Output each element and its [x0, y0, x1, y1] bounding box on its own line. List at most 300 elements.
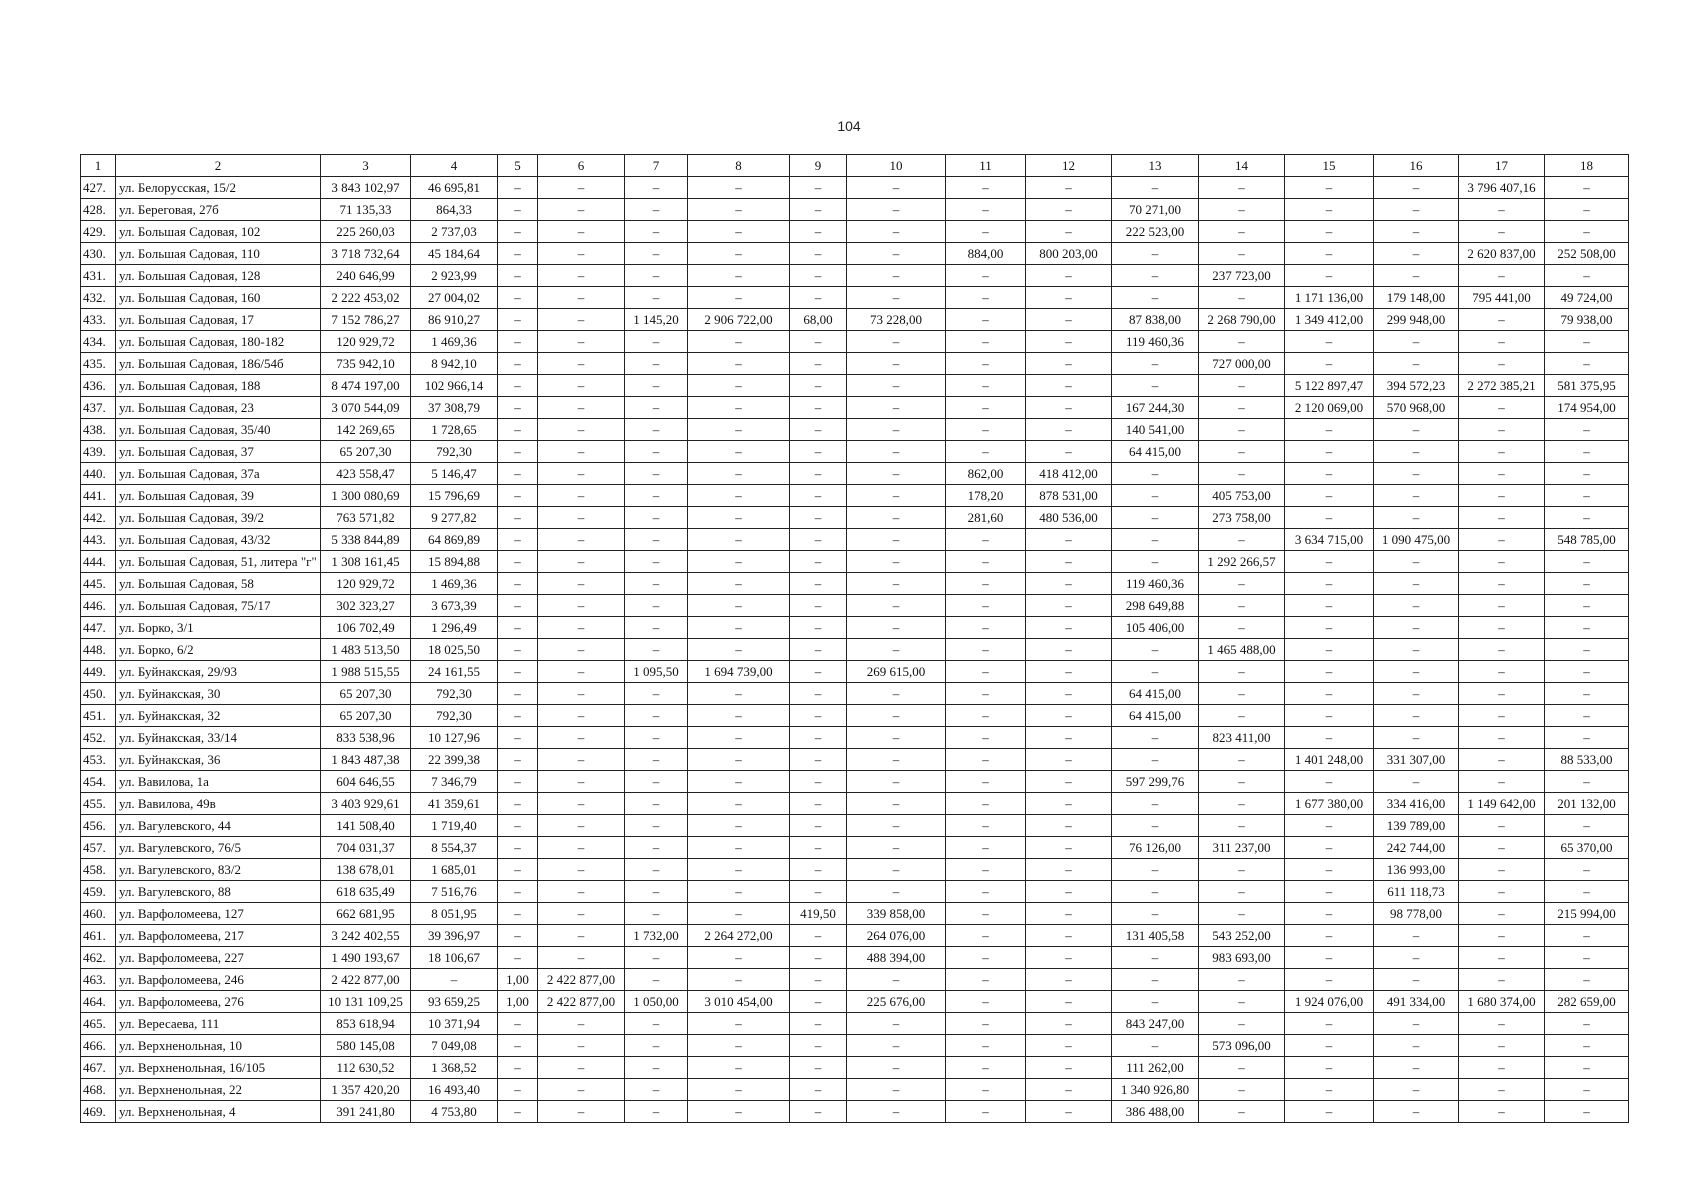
value-cell: – — [1199, 617, 1285, 639]
value-cell: 7 516,76 — [411, 881, 498, 903]
value-cell: – — [1459, 815, 1545, 837]
value-cell: – — [688, 1079, 790, 1101]
table-row — [81, 309, 1629, 331]
value-cell: 136 993,00 — [1374, 859, 1459, 881]
value-cell: – — [498, 1101, 538, 1123]
value-cell: 140 541,00 — [1112, 419, 1199, 441]
value-cell: – — [625, 1013, 688, 1035]
address-cell: ул. Большая Садовая, 75/17 — [116, 595, 321, 617]
value-cell: 3 010 454,00 — [688, 991, 790, 1013]
value-cell: – — [498, 243, 538, 265]
value-cell: 299 948,00 — [1374, 309, 1459, 331]
value-cell: – — [498, 595, 538, 617]
value-cell: – — [538, 793, 625, 815]
value-cell: 1 843 487,38 — [321, 749, 411, 771]
value-cell: – — [1545, 265, 1629, 287]
row-number-cell: 427. — [81, 177, 116, 199]
value-cell: – — [625, 727, 688, 749]
value-cell: – — [498, 551, 538, 573]
value-cell: – — [1545, 661, 1629, 683]
value-cell: – — [946, 331, 1026, 353]
address-cell: ул. Борко, 3/1 — [116, 617, 321, 639]
value-cell: – — [538, 397, 625, 419]
page-number: 104 — [837, 118, 861, 134]
value-cell: – — [625, 287, 688, 309]
value-cell: – — [1199, 1079, 1285, 1101]
value-cell: – — [1374, 441, 1459, 463]
address-cell: ул. Буйнакская, 36 — [116, 749, 321, 771]
value-cell: – — [1374, 639, 1459, 661]
address-cell: ул. Верхненольная, 22 — [116, 1079, 321, 1101]
column-header: 3 — [321, 155, 411, 177]
value-cell: 611 118,73 — [1374, 881, 1459, 903]
value-cell: – — [847, 1057, 946, 1079]
value-cell: – — [847, 1013, 946, 1035]
value-cell: – — [946, 309, 1026, 331]
value-cell: – — [847, 881, 946, 903]
address-cell: ул. Вагулевского, 88 — [116, 881, 321, 903]
table-row — [81, 771, 1629, 793]
table-row — [81, 331, 1629, 353]
table-row — [81, 1013, 1629, 1035]
value-cell: 119 460,36 — [1112, 331, 1199, 353]
value-cell: – — [1459, 749, 1545, 771]
value-cell: – — [1199, 705, 1285, 727]
value-cell: – — [1285, 177, 1374, 199]
value-cell: – — [946, 683, 1026, 705]
value-cell: – — [538, 771, 625, 793]
row-number-cell: 442. — [81, 507, 116, 529]
value-cell: – — [1459, 1035, 1545, 1057]
address-cell: ул. Большая Садовая, 160 — [116, 287, 321, 309]
value-cell: – — [538, 353, 625, 375]
value-cell: 68,00 — [790, 309, 847, 331]
value-cell: 102 966,14 — [411, 375, 498, 397]
value-cell: 2 422 877,00 — [538, 969, 625, 991]
value-cell: – — [688, 617, 790, 639]
value-cell: – — [1199, 397, 1285, 419]
value-cell: 119 460,36 — [1112, 573, 1199, 595]
value-cell: 8 051,95 — [411, 903, 498, 925]
row-number-cell: 459. — [81, 881, 116, 903]
value-cell: – — [1285, 221, 1374, 243]
value-cell: – — [790, 837, 847, 859]
value-cell: – — [946, 551, 1026, 573]
value-cell: – — [1459, 485, 1545, 507]
value-cell: 141 508,40 — [321, 815, 411, 837]
value-cell: – — [498, 309, 538, 331]
value-cell: 570 968,00 — [1374, 397, 1459, 419]
table-row — [81, 705, 1629, 727]
table-row — [81, 1057, 1629, 1079]
value-cell: 120 929,72 — [321, 331, 411, 353]
value-cell: – — [847, 969, 946, 991]
value-cell: – — [1199, 243, 1285, 265]
value-cell: – — [498, 331, 538, 353]
value-cell: – — [1199, 749, 1285, 771]
value-cell: – — [1199, 573, 1285, 595]
value-cell: – — [498, 639, 538, 661]
value-cell: 1 732,00 — [625, 925, 688, 947]
value-cell: 1 300 080,69 — [321, 485, 411, 507]
value-cell: – — [1199, 441, 1285, 463]
value-cell: – — [498, 815, 538, 837]
value-cell: – — [1374, 243, 1459, 265]
value-cell: – — [790, 793, 847, 815]
value-cell: – — [946, 573, 1026, 595]
value-cell: 264 076,00 — [847, 925, 946, 947]
address-cell: ул. Большая Садовая, 51, литера "г" — [116, 551, 321, 573]
value-cell: – — [1026, 397, 1112, 419]
value-cell: – — [946, 1101, 1026, 1123]
table-row — [81, 991, 1629, 1013]
value-cell: – — [1545, 463, 1629, 485]
value-cell: – — [688, 727, 790, 749]
value-cell: – — [688, 221, 790, 243]
value-cell: – — [1026, 969, 1112, 991]
value-cell: – — [1199, 771, 1285, 793]
value-cell: – — [1545, 727, 1629, 749]
value-cell: – — [625, 1079, 688, 1101]
value-cell: 8 474 197,00 — [321, 375, 411, 397]
value-cell: – — [1112, 639, 1199, 661]
value-cell: 87 838,00 — [1112, 309, 1199, 331]
value-cell: – — [1545, 947, 1629, 969]
value-cell: – — [538, 859, 625, 881]
value-cell: – — [688, 265, 790, 287]
value-cell: – — [538, 1057, 625, 1079]
value-cell: – — [538, 947, 625, 969]
row-number-cell: 434. — [81, 331, 116, 353]
row-number-cell: 448. — [81, 639, 116, 661]
value-cell: 597 299,76 — [1112, 771, 1199, 793]
value-cell: – — [1285, 463, 1374, 485]
value-cell: – — [946, 1057, 1026, 1079]
value-cell: – — [1026, 287, 1112, 309]
value-cell: – — [498, 1079, 538, 1101]
value-cell: – — [498, 397, 538, 419]
value-cell: – — [790, 243, 847, 265]
value-cell: – — [1026, 1013, 1112, 1035]
value-cell: – — [1459, 309, 1545, 331]
value-cell: – — [1112, 947, 1199, 969]
value-cell: 64 415,00 — [1112, 683, 1199, 705]
value-cell: – — [1285, 683, 1374, 705]
value-cell: 581 375,95 — [1545, 375, 1629, 397]
value-cell: – — [790, 639, 847, 661]
value-cell: 2 737,03 — [411, 221, 498, 243]
value-cell: 2 120 069,00 — [1285, 397, 1374, 419]
value-cell: – — [538, 705, 625, 727]
value-cell: – — [847, 507, 946, 529]
value-cell: – — [1199, 991, 1285, 1013]
value-cell: 16 493,40 — [411, 1079, 498, 1101]
value-cell: 1 924 076,00 — [1285, 991, 1374, 1013]
value-cell: – — [1026, 881, 1112, 903]
value-cell: – — [498, 419, 538, 441]
value-cell: 792,30 — [411, 441, 498, 463]
value-cell: 3 718 732,64 — [321, 243, 411, 265]
value-cell: 273 758,00 — [1199, 507, 1285, 529]
value-cell: – — [847, 1101, 946, 1123]
row-number-cell: 438. — [81, 419, 116, 441]
value-cell: – — [847, 441, 946, 463]
value-cell: 3 242 402,55 — [321, 925, 411, 947]
value-cell: – — [688, 353, 790, 375]
value-cell: – — [847, 793, 946, 815]
value-cell: 93 659,25 — [411, 991, 498, 1013]
value-cell: 2 906 722,00 — [688, 309, 790, 331]
value-cell: 71 135,33 — [321, 199, 411, 221]
row-number-cell: 462. — [81, 947, 116, 969]
value-cell: – — [1285, 1101, 1374, 1123]
value-cell: 1 296,49 — [411, 617, 498, 639]
row-number-cell: 452. — [81, 727, 116, 749]
value-cell: – — [847, 397, 946, 419]
value-cell: 1 095,50 — [625, 661, 688, 683]
value-cell: 1 483 513,50 — [321, 639, 411, 661]
value-cell: – — [625, 1101, 688, 1123]
value-cell: – — [847, 243, 946, 265]
value-cell: – — [498, 925, 538, 947]
value-cell: – — [625, 331, 688, 353]
value-cell: – — [625, 683, 688, 705]
value-cell: – — [1285, 925, 1374, 947]
value-cell: – — [625, 265, 688, 287]
address-cell: ул. Буйнакская, 33/14 — [116, 727, 321, 749]
value-cell: 242 744,00 — [1374, 837, 1459, 859]
value-cell: – — [946, 991, 1026, 1013]
value-cell: 18 106,67 — [411, 947, 498, 969]
value-cell: – — [625, 243, 688, 265]
value-cell: – — [625, 815, 688, 837]
value-cell: – — [946, 771, 1026, 793]
value-cell: 548 785,00 — [1545, 529, 1629, 551]
value-cell: – — [1545, 1057, 1629, 1079]
value-cell: – — [688, 793, 790, 815]
value-cell: 46 695,81 — [411, 177, 498, 199]
value-cell: – — [498, 485, 538, 507]
value-cell: – — [625, 969, 688, 991]
value-cell: – — [1374, 925, 1459, 947]
value-cell: 3 796 407,16 — [1459, 177, 1545, 199]
value-cell: – — [1285, 331, 1374, 353]
value-cell: 3 403 929,61 — [321, 793, 411, 815]
value-cell: – — [946, 441, 1026, 463]
address-cell: ул. Вавилова, 49в — [116, 793, 321, 815]
row-number-cell: 449. — [81, 661, 116, 683]
row-number-cell: 436. — [81, 375, 116, 397]
value-cell: – — [1026, 551, 1112, 573]
value-cell: – — [1026, 903, 1112, 925]
value-cell: – — [1199, 815, 1285, 837]
value-cell: – — [1374, 573, 1459, 595]
value-cell: – — [688, 595, 790, 617]
value-cell: – — [498, 859, 538, 881]
value-cell: – — [1112, 463, 1199, 485]
value-cell: – — [1459, 727, 1545, 749]
value-cell: – — [1545, 969, 1629, 991]
value-cell: 79 938,00 — [1545, 309, 1629, 331]
value-cell: – — [1459, 1079, 1545, 1101]
value-cell: – — [847, 463, 946, 485]
value-cell: – — [1112, 353, 1199, 375]
value-cell: – — [946, 419, 1026, 441]
table-row — [81, 947, 1629, 969]
value-cell: – — [1112, 551, 1199, 573]
data-table — [80, 154, 1629, 1123]
value-cell: 491 334,00 — [1374, 991, 1459, 1013]
value-cell: – — [1026, 1101, 1112, 1123]
value-cell: 65 207,30 — [321, 441, 411, 463]
value-cell: 7 346,79 — [411, 771, 498, 793]
value-cell: – — [1026, 1035, 1112, 1057]
value-cell: – — [625, 507, 688, 529]
value-cell: – — [790, 1057, 847, 1079]
table-row — [81, 221, 1629, 243]
value-cell: – — [1545, 705, 1629, 727]
value-cell: – — [946, 837, 1026, 859]
table-row — [81, 1101, 1629, 1123]
value-cell: – — [1026, 353, 1112, 375]
value-cell: – — [847, 815, 946, 837]
row-number-cell: 456. — [81, 815, 116, 837]
value-cell: 792,30 — [411, 705, 498, 727]
value-cell: – — [1545, 353, 1629, 375]
address-cell: ул. Верхненольная, 10 — [116, 1035, 321, 1057]
row-number-cell: 429. — [81, 221, 116, 243]
value-cell: 1 988 515,55 — [321, 661, 411, 683]
value-cell: 423 558,47 — [321, 463, 411, 485]
value-cell: – — [1459, 859, 1545, 881]
value-cell: – — [1285, 881, 1374, 903]
value-cell: 18 025,50 — [411, 639, 498, 661]
value-cell: – — [1374, 485, 1459, 507]
value-cell: – — [1199, 221, 1285, 243]
value-cell: – — [946, 617, 1026, 639]
value-cell: 884,00 — [946, 243, 1026, 265]
value-cell: – — [1285, 947, 1374, 969]
value-cell: – — [498, 837, 538, 859]
value-cell: 662 681,95 — [321, 903, 411, 925]
value-cell: – — [1285, 969, 1374, 991]
value-cell: 1 149 642,00 — [1459, 793, 1545, 815]
value-cell: – — [538, 287, 625, 309]
table-row — [81, 969, 1629, 991]
column-header: 14 — [1199, 155, 1285, 177]
value-cell: 792,30 — [411, 683, 498, 705]
value-cell: – — [498, 287, 538, 309]
value-cell: 5 122 897,47 — [1285, 375, 1374, 397]
value-cell: – — [1026, 265, 1112, 287]
value-cell: – — [847, 331, 946, 353]
value-cell: – — [1199, 331, 1285, 353]
value-cell: – — [688, 881, 790, 903]
value-cell: – — [1026, 331, 1112, 353]
value-cell: – — [1285, 441, 1374, 463]
value-cell: – — [847, 617, 946, 639]
value-cell: – — [688, 903, 790, 925]
value-cell: – — [538, 683, 625, 705]
value-cell: 386 488,00 — [1112, 1101, 1199, 1123]
value-cell: – — [688, 815, 790, 837]
value-cell: – — [790, 485, 847, 507]
value-cell: – — [1374, 1101, 1459, 1123]
value-cell: 49 724,00 — [1545, 287, 1629, 309]
value-cell: – — [625, 793, 688, 815]
value-cell: – — [790, 221, 847, 243]
row-number-cell: 453. — [81, 749, 116, 771]
value-cell: – — [1545, 1101, 1629, 1123]
value-cell: – — [790, 1101, 847, 1123]
value-cell: 1 680 374,00 — [1459, 991, 1545, 1013]
value-cell: – — [847, 683, 946, 705]
table-row — [81, 903, 1629, 925]
address-cell: ул. Борко, 6/2 — [116, 639, 321, 661]
value-cell: 225 260,03 — [321, 221, 411, 243]
value-cell: – — [1459, 771, 1545, 793]
column-header: 10 — [847, 155, 946, 177]
value-cell: – — [1459, 397, 1545, 419]
address-cell: ул. Большая Садовая, 35/40 — [116, 419, 321, 441]
value-cell: – — [790, 199, 847, 221]
value-cell: – — [1545, 331, 1629, 353]
value-cell: 1 090 475,00 — [1374, 529, 1459, 551]
value-cell: 727 000,00 — [1199, 353, 1285, 375]
value-cell: – — [625, 485, 688, 507]
value-cell: 1,00 — [498, 991, 538, 1013]
value-cell: 131 405,58 — [1112, 925, 1199, 947]
value-cell: 1 145,20 — [625, 309, 688, 331]
value-cell: – — [946, 881, 1026, 903]
value-cell: 138 678,01 — [321, 859, 411, 881]
value-cell: 1 694 739,00 — [688, 661, 790, 683]
value-cell: – — [538, 551, 625, 573]
value-cell: – — [1459, 551, 1545, 573]
value-cell: – — [1026, 859, 1112, 881]
value-cell: – — [946, 793, 1026, 815]
value-cell: – — [498, 727, 538, 749]
value-cell: – — [1026, 221, 1112, 243]
value-cell: – — [538, 661, 625, 683]
value-cell: – — [1374, 177, 1459, 199]
value-cell: – — [1459, 925, 1545, 947]
value-cell: – — [625, 529, 688, 551]
value-cell: – — [790, 991, 847, 1013]
value-cell: – — [1026, 683, 1112, 705]
value-cell: – — [790, 1013, 847, 1035]
value-cell: – — [688, 419, 790, 441]
table-row — [81, 683, 1629, 705]
value-cell: – — [1374, 1013, 1459, 1035]
value-cell: – — [946, 947, 1026, 969]
column-header: 7 — [625, 155, 688, 177]
value-cell: – — [688, 749, 790, 771]
value-cell: – — [1459, 331, 1545, 353]
value-cell: – — [1374, 727, 1459, 749]
value-cell: – — [1545, 815, 1629, 837]
value-cell: – — [1545, 639, 1629, 661]
value-cell: – — [688, 837, 790, 859]
value-cell: 252 508,00 — [1545, 243, 1629, 265]
value-cell: – — [1545, 1035, 1629, 1057]
value-cell: – — [1285, 859, 1374, 881]
value-cell: 201 132,00 — [1545, 793, 1629, 815]
value-cell: 394 572,23 — [1374, 375, 1459, 397]
value-cell: 15 796,69 — [411, 485, 498, 507]
value-cell: – — [790, 683, 847, 705]
value-cell: – — [790, 287, 847, 309]
